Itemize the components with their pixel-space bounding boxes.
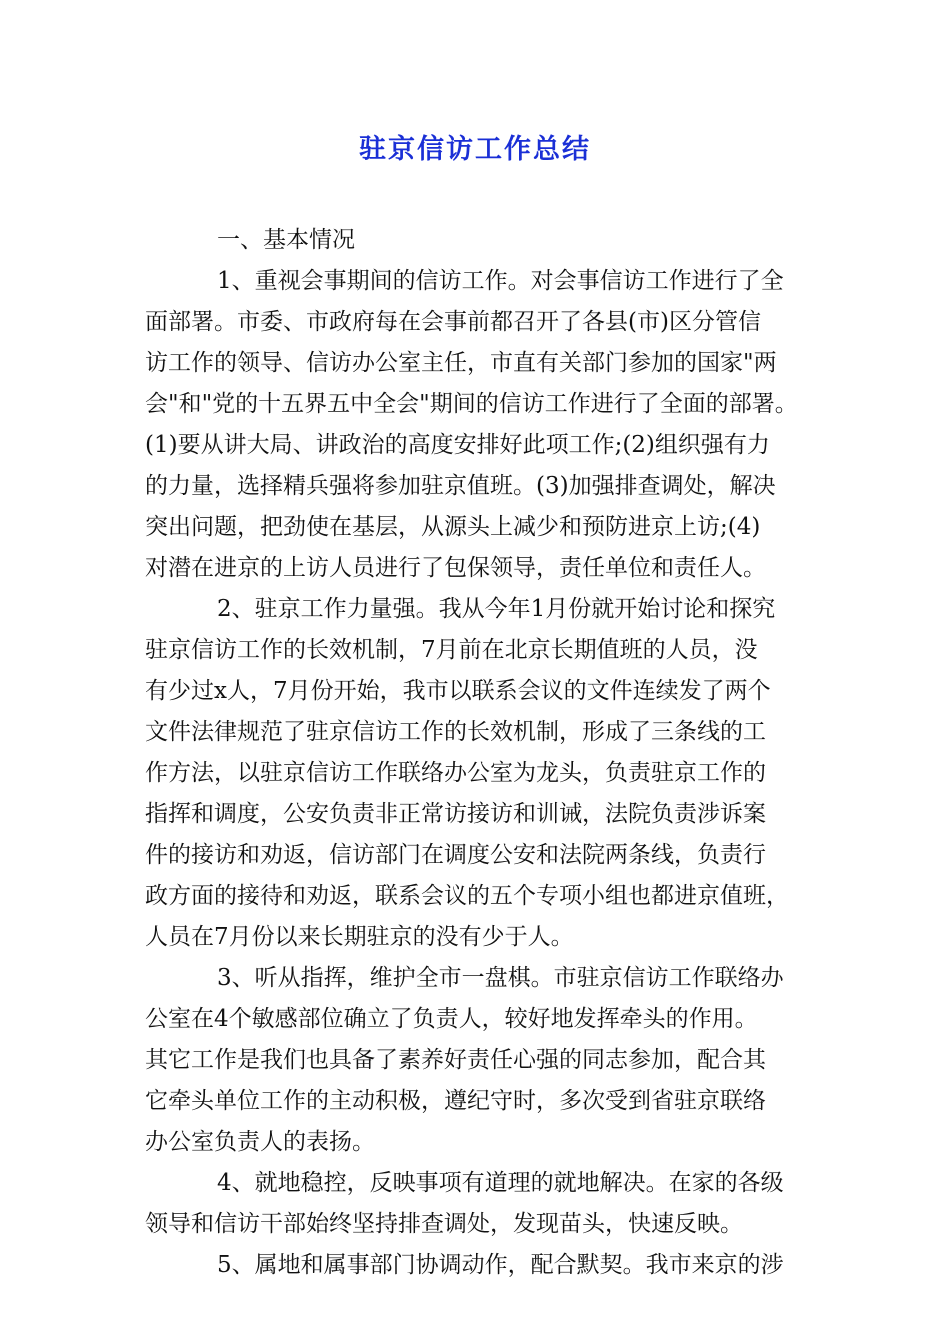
text-line: 5、属地和属事部门协调动作，配合默契。我市来京的涉 <box>217 1252 784 1278</box>
text-line: 公室在4个敏感部位确立了负责人，较好地发挥牵头的作用。 <box>145 1006 758 1032</box>
text-line: 访工作的领导、信访办公室主任，市直有关部门参加的国家"两 <box>145 350 777 376</box>
text-line: 面部署。市委、市政府每在会事前都召开了各县(市)区分管信 <box>145 309 761 335</box>
text-line: (1)要从讲大局、讲政治的高度安排好此项工作;(2)组织强有力 <box>145 432 770 458</box>
text-line: 3、听从指挥，维护全市一盘棋。市驻京信访工作联络办 <box>217 965 784 991</box>
text-line: 1、重视会事期间的信访工作。对会事信访工作进行了全 <box>217 268 784 294</box>
document-title: 驻京信访工作总结 <box>359 134 591 165</box>
text-line: 2、驻京工作力量强。我从今年1月份就开始讨论和探究 <box>217 596 776 622</box>
text-line: 作方法，以驻京信访工作联络办公室为龙头，负责驻京工作的 <box>145 760 766 786</box>
text-line: 它牵头单位工作的主动积极，遵纪守时，多次受到省驻京联络 <box>145 1088 766 1114</box>
text-line: 对潜在进京的上访人员进行了包保领导，责任单位和责任人。 <box>145 555 766 581</box>
text-line: 文件法律规范了驻京信访工作的长效机制，形成了三条线的工 <box>145 719 766 745</box>
text-line: 突出问题，把劲使在基层，从源头上减少和预防进京上访;(4) <box>145 514 761 540</box>
text-line: 件的接访和劝返，信访部门在调度公安和法院两条线，负责行 <box>145 842 766 868</box>
text-line: 领导和信访干部始终坚持排查调处，发现苗头，快速反映。 <box>145 1211 743 1237</box>
text-line: 会"和"党的十五界五中全会"期间的信访工作进行了全面的部署。 <box>145 391 798 417</box>
text-line: 的力量，选择精兵强将参加驻京值班。(3)加强排查调处，解决 <box>145 473 776 499</box>
text-line: 其它工作是我们也具备了素养好责任心强的同志参加，配合其 <box>145 1047 766 1073</box>
text-line: 办公室负责人的表扬。 <box>145 1129 375 1155</box>
text-line: 一、基本情况 <box>217 227 355 253</box>
document-body <box>145 220 810 1286</box>
text-line: 驻京信访工作的长效机制，7月前在北京长期值班的人员，没 <box>145 637 758 663</box>
text-line: 人员在7月份以来长期驻京的没有少于人。 <box>145 924 574 950</box>
text-line: 4、就地稳控，反映事项有道理的就地解决。在家的各级 <box>217 1170 784 1196</box>
text-line: 有少过x人，7月份开始，我市以联系会议的文件连续发了两个 <box>145 678 771 704</box>
text-line: 指挥和调度，公安负责非正常访接访和训诫，法院负责涉诉案 <box>145 801 766 827</box>
text-line: 政方面的接待和劝返，联系会议的五个专项小组也都进京值班， <box>145 883 789 909</box>
